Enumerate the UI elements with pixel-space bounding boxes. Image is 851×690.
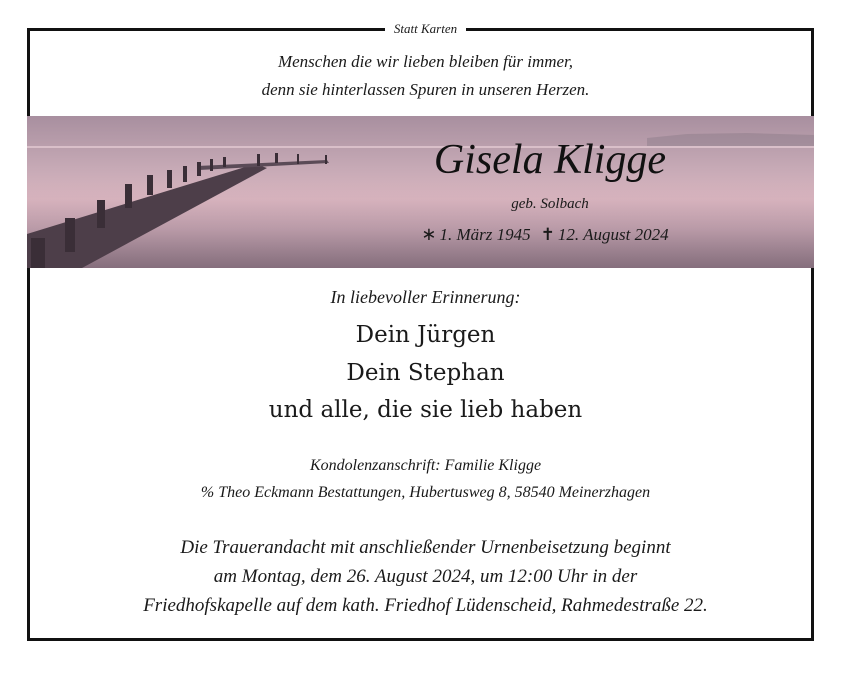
motto-line-2: denn sie hinterlassen Spuren in unseren Herzen. (261, 80, 590, 99)
life-dates (370, 224, 720, 245)
mourner-3: und alle, die sie lieb haben (268, 397, 583, 423)
death-date: 12. August 2024 (557, 225, 669, 244)
birth-star-icon: ∗ (421, 224, 437, 244)
maiden-name: geb. Solbach (511, 196, 589, 212)
condolence-address-line-2: % Theo Eckmann Bestattungen, Hubertusweg 8, 58540 Meinerzhagen (200, 484, 651, 501)
birth-date: 1. März 1945 (439, 225, 531, 244)
header-label (0, 18, 851, 37)
condolence-address-line-1: Kondolenzanschrift: Familie Kligge (309, 457, 542, 474)
motto-line-1: Menschen die wir lieben bleiben für immer, (277, 52, 574, 71)
ceremony-line-2: am Montag, dem 26. August 2024, um 12:00 Uhr in der (213, 566, 638, 587)
header-label-text: Statt Karten (385, 21, 466, 36)
mourner-1: Dein Jürgen (355, 322, 496, 348)
mourner-2: Dein Stephan (346, 360, 505, 386)
deceased-name: Gisela Kligge (433, 137, 667, 183)
death-cross-icon: ✝ (540, 225, 555, 244)
ceremony-line-1: Die Trauerandacht mit anschließender Urnenbeisetzung beginnt (180, 537, 671, 558)
ceremony-line-3: Friedhofskapelle auf dem kath. Friedhof Lüdenscheid, Rahmedestraße 22. (143, 595, 708, 616)
remembrance-intro: In liebevoller Erinnerung: (330, 287, 521, 307)
